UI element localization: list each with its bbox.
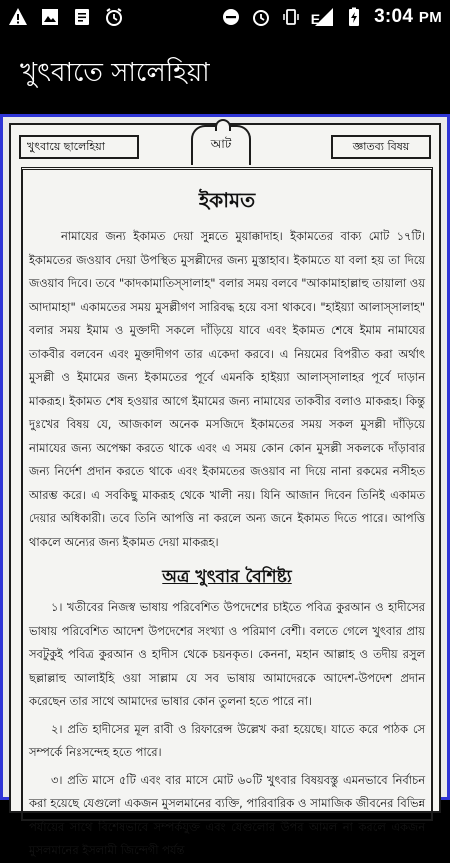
list-item: ৩। প্রতি মাসে ৫টি এবং বার মাসে মোট ৬০টি খুৎবার বিষয়বস্তু এমনভাবে নির্বাচন করা হয়েছে যেগুলো একজন মুসলমানের ব্যক্তি, পারিবারিক ও সামাজিক জীবনের বিভিন্ন পর্যায়ের সাথে বিশেষভাবে সম্পর্কযুক্ত এবং যেগুলোর উপর আমল না করলে একজন মুসলমানের ইসলামী জিন্দেগী পর্যন্ত [29,772,425,857]
warning-icon [8,7,28,27]
app-bar [0,34,450,114]
book-page-viewer[interactable] [0,114,450,857]
network-type-label: E [310,11,321,27]
book-page [9,123,441,857]
list-item: ২। প্রতি হাদীসের মূল রাবী ও রিফারেন্স উল্লেখ করা হয়েছে। যাতে করে পাঠক সে সম্পর্কে নিঃসন্দেহ হতে পারে। [29,721,425,759]
document-icon [72,7,92,27]
running-header-left: খুৎবায়ে ছালেহিয়া [19,135,139,159]
image-icon [40,7,60,27]
vibrate-icon [281,7,301,27]
battery-charging-icon [344,7,364,27]
section-title: ইকামত [198,188,256,212]
status-bar [0,0,450,34]
alarm-icon [104,7,124,27]
app-title: খুৎবাতে সালেহিয়া [20,58,210,88]
running-header-right: জ্ঞাতব্য বিষয় [331,135,431,159]
clock: 3:04 PM [374,6,442,27]
page-frame [21,167,433,857]
list-item: ১। খতীবের নিজস্ব ভাষায় পরিবেশিত উপদেশের চাইতে পবিত্র কুরআন ও হাদীসের ভাষায় পরিবেশিত আদেশ উপদেশের সংখ্যা ও পরিমাণ বেশী। বলতে গেলে খুৎবার প্রায় সবটুকুই পবিত্র কুরআন ও হাদীস থেকে চয়নকৃত। কেননা, মহান আল্লাহ ও তদীয় রসুল ছল্লাল্লাহু আলাইহি ওয়া সাল্লাম যে সব ভাষায় আমাদেরকে আদেশ-উপদেশ প্রদান করেছেন তার সাথে আমাদের ভাষার কোন তুলনা হতে পারে না। [29,600,425,708]
alarm-set-icon [251,7,271,27]
signal-icon [314,7,334,27]
notification-icons [8,7,124,27]
section2-title: অত্র খুৎবার বৈশিষ্ট্য [162,567,292,587]
system-icons [221,6,442,28]
body-paragraph: নামাযের জন্য ইকামত দেয়া সুন্নতে মুয়াক্কাদাহ। ইকামতের বাক্য মোট ১৭টি। ইকামতের জওয়াব দেয়া উপস্থিত মুসল্লীদের জন্য মুস্তাহাব। ইকামতে যা বলা হয় তা দিয়ে জওয়াব দিবে। তবে "কাদকামাতিস্সালাহ" বলার সময় বলবে "আকামাহাল্লাহু তায়ালা ওয় আদামাহা" একামতের সময় মুসল্লীগণ সারিবদ্ধ হয়ে বসা থাকবে। "হাইয়্যা আলাস্সালাহ" বলার সময় ইমাম ও মুক্তাদী সকলে দাঁড়িয়ে যাবে এবং ইকামত শেষে ইমাম নামাযের তাকবীর বলবেন এবং মুক্তাদীগণ তার একেদা করবে। এ নিয়মের বিপরীত করা অর্থাৎ মুসল্লী ও ইমামের জন্য ইকামতের পূর্বে এমনকি হাইয়্যা আলাস্সালাহর পূর্বে দাড়ান মাকরূহ। ইকামত শেষ হওয়ার আগে ইমামের জন্য নামাযের তাকবীর বলাও মাকরূহ। কিন্তু দুঃখের বিষয় যে, আজকাল অনেক মসজিদে ইকামতের সময় সকল মুসল্লী দাঁড়িয়ে নামাযের জন্য অপেক্ষা করতে থাকে এবং এ সময় কোন কোন মুসল্লী সকলকে দাঁড়াবার জন্য নির্দেশ প্রদান করতে থাকে এবং ইকামতের জওয়াব না দিয়ে নানা রকমের নসীহত আরম্ভ করে। এ সবকিছু মাকরূহ থেকে খালী নয়। যিনি আজান দিবেন তিনিই একামত দেয়ার অধিকারী। তবে তিনি আপত্তি না করলে অন্য জনে ইকামত দিতে পারে। আপত্তি থাকলে অন্যের জন্য ইকামত দেয়া মাকরূহ। [29,229,425,549]
do-not-disturb-icon [221,7,241,27]
page-number: আট [191,125,251,165]
